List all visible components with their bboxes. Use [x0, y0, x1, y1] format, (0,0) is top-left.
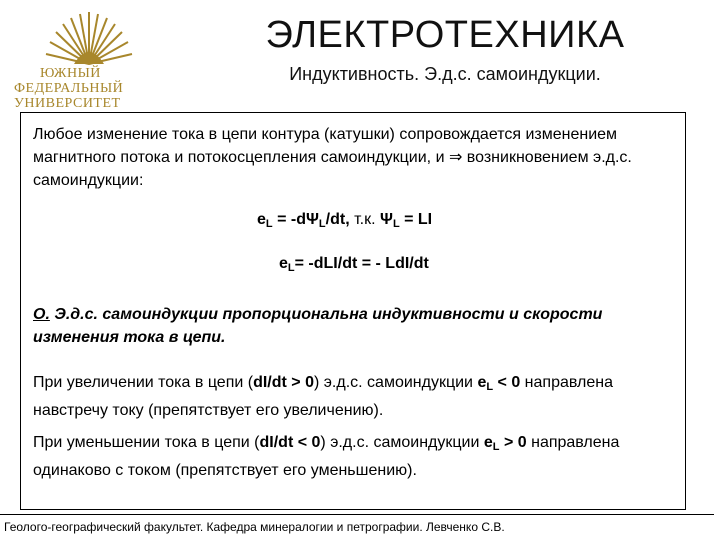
formula-emf-derived [279, 255, 429, 274]
definition-label: О. [33, 306, 50, 323]
sunburst-emblem-icon [44, 10, 134, 66]
formula-1-a: e [257, 211, 266, 228]
page-subtitle: Индуктивность. Э.д.с. самоиндукции. [289, 64, 601, 84]
para-2-f: направлена одинаково с током (препятствует его уменьшению). [33, 434, 620, 479]
formula-emf [257, 211, 432, 230]
logo-line-3: УНИВЕРСИТЕТ [14, 96, 121, 111]
para-2-b: dI/dt < 0 [259, 434, 321, 451]
formula-2-a: e [279, 255, 288, 272]
logo-line-2: ФЕДЕРАЛЬНЫЙ [14, 81, 124, 96]
formula-1-e: Ψ [379, 211, 393, 228]
page-title: ЭЛЕКТРОТЕХНИКА [265, 14, 625, 56]
formula-2-a-sub: L [287, 262, 295, 274]
para-1-f: направлена навстречу току (препятствует его увеличению). [33, 374, 613, 419]
increase-paragraph [33, 371, 683, 422]
university-logo [14, 10, 164, 110]
formula-1-b-sub: L [318, 218, 326, 230]
formula-2-b: = -dLI/dt = - LdI/dt [294, 255, 429, 272]
para-1-d: e [477, 374, 487, 391]
university-name [14, 66, 164, 111]
decrease-paragraph [33, 431, 683, 482]
para-2-e: > 0 [499, 434, 527, 451]
definition-text [33, 303, 683, 349]
formula-1-c: /dt, [325, 211, 355, 228]
para-1-c: ) э.д.с. самоиндукции [313, 374, 478, 391]
para-1-d-sub: L [486, 381, 494, 393]
footer-text: Геолого-географический факультет. Кафедра минералогии и петрографии. Левченко С.В. [0, 514, 714, 544]
para-2-c: ) э.д.с. самоиндукции [320, 434, 484, 451]
para-2-d: e [483, 434, 493, 451]
formula-1-b: = -dΨ [272, 211, 319, 228]
intro-text: Любое изменение тока в цепи контура (катушки) сопровождается изменением магнитного потока и потокосцепления самоиндукции, и ⇒ возникновением э.д.с. самоиндукции: [33, 126, 632, 189]
logo-line-1: ЮЖНЫЙ [40, 66, 101, 81]
definition-body: Э.д.с. самоиндукции пропорциональна индуктивности и скорости изменения тока в цепи. [33, 306, 603, 346]
para-1-b: dI/dt > 0 [253, 374, 314, 391]
para-1-a: При увеличении тока в цепи ( [33, 374, 254, 391]
para-2-a: При уменьшении тока в цепи ( [33, 434, 260, 451]
content-box [20, 112, 686, 510]
formula-1-a-sub: L [265, 218, 273, 230]
formula-1-e-sub: L [392, 218, 400, 230]
formula-1-d: т.к. [354, 211, 380, 228]
para-1-e: < 0 [493, 374, 521, 391]
formula-1-f: = LI [399, 211, 433, 228]
para-2-d-sub: L [492, 441, 500, 453]
